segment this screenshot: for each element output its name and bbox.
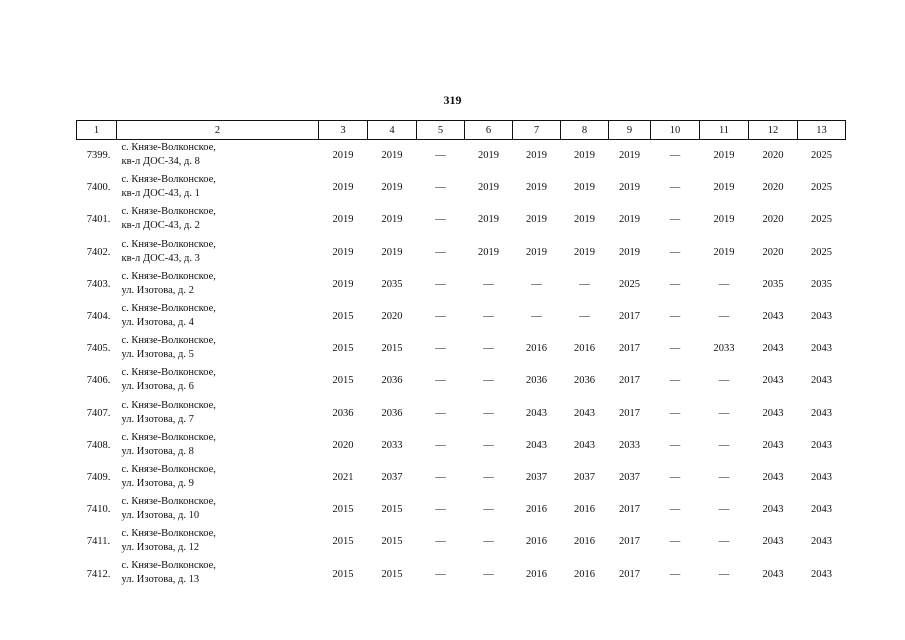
- year-cell-col9: 2017: [619, 536, 640, 548]
- year-cell-col5: —: [435, 246, 446, 258]
- year-cell-col8: —: [579, 278, 590, 290]
- address-street: кв-л ДОС-43, д. 3: [121, 252, 200, 264]
- year-cell-col9: 2019: [619, 150, 640, 162]
- year-cell-col13: 2043: [811, 536, 832, 548]
- address-cell: [117, 526, 319, 558]
- year-cell-col3: 2021: [332, 471, 354, 483]
- row-number: 7410.: [86, 504, 111, 516]
- address-cell: [117, 301, 319, 333]
- year-cell-col6: —: [483, 568, 494, 580]
- year-cell-col6: 2019: [478, 182, 499, 194]
- year-cell-col13: 2043: [811, 471, 832, 483]
- year-cell-col7: 2019: [526, 150, 547, 162]
- header-cell: 12: [749, 121, 798, 140]
- year-cell-col4: 2019: [381, 246, 403, 258]
- year-cell-col4: 2019: [381, 182, 403, 194]
- year-cell-col11: —: [718, 407, 730, 419]
- year-cell-col10: —: [669, 278, 681, 290]
- year-cell-col3: 2036: [332, 407, 354, 419]
- year-cell-col12: 2043: [762, 568, 784, 580]
- row-number: 7401.: [86, 214, 111, 226]
- year-cell-col3: 2015: [332, 504, 354, 516]
- year-cell-col13: 2043: [811, 311, 832, 323]
- year-cell-col5: —: [435, 343, 446, 355]
- year-cell-col4: 2019: [381, 214, 403, 226]
- address-settlement: с. Князе-Волконское,: [121, 142, 216, 153]
- row-number: 7409.: [86, 471, 111, 483]
- year-cell-col9: 2019: [619, 246, 640, 258]
- year-cell-col12: 2035: [762, 278, 784, 290]
- address-street: ул. Изотова, д. 12: [121, 542, 200, 554]
- year-cell-col10: —: [669, 536, 681, 548]
- year-cell-col13: 2043: [811, 343, 832, 355]
- year-cell-col12: 2020: [762, 182, 784, 194]
- address-cell: [117, 462, 319, 494]
- year-cell-col8: —: [579, 311, 590, 323]
- year-cell-col4: 2036: [381, 375, 403, 387]
- year-cell-col6: —: [483, 311, 494, 323]
- year-cell-col5: —: [435, 568, 446, 580]
- address-cell: [117, 237, 319, 269]
- row-number: 7400.: [86, 182, 111, 194]
- year-cell-col7: 2043: [526, 407, 547, 419]
- year-cell-col8: 2043: [574, 439, 595, 451]
- year-cell-col7: 2019: [526, 214, 547, 226]
- row-number: 7405.: [86, 343, 111, 355]
- year-cell-col9: 2017: [619, 407, 640, 419]
- header-cell: 6: [465, 121, 513, 140]
- year-cell-col13: 2043: [811, 375, 832, 387]
- year-cell-col12: 2020: [762, 246, 784, 258]
- year-cell-col6: —: [483, 471, 494, 483]
- address-street: ул. Изотова, д. 4: [121, 316, 194, 328]
- year-cell-col9: 2017: [619, 568, 640, 580]
- year-cell-col8: 2043: [574, 407, 595, 419]
- table-row: [77, 172, 846, 204]
- year-cell-col12: 2043: [762, 311, 784, 323]
- year-cell-col4: 2020: [381, 311, 403, 323]
- address-settlement: с. Князе-Волконское,: [121, 367, 216, 379]
- year-cell-col11: —: [718, 471, 730, 483]
- year-cell-col10: —: [669, 182, 681, 194]
- year-cell-col10: —: [669, 246, 681, 258]
- year-cell-col4: 2015: [381, 568, 403, 580]
- address-cell: [117, 365, 319, 397]
- year-cell-col6: —: [483, 536, 494, 548]
- header-cell: 2: [117, 121, 319, 140]
- year-cell-col11: 2019: [713, 214, 735, 226]
- row-number: 7399.: [86, 150, 111, 162]
- year-cell-col13: 2035: [811, 278, 832, 290]
- address-settlement: с. Князе-Волконское,: [121, 302, 216, 314]
- page-number: 319: [443, 93, 462, 107]
- year-cell-col4: 2035: [381, 278, 403, 290]
- year-cell-col9: 2025: [619, 278, 640, 290]
- year-cell-col12: 2043: [762, 471, 784, 483]
- year-cell-col13: 2025: [811, 214, 832, 226]
- year-cell-col8: 2019: [574, 150, 595, 162]
- row-number: 7403.: [86, 278, 111, 290]
- year-cell-col11: —: [718, 504, 730, 516]
- year-cell-col3: 2019: [332, 214, 354, 226]
- year-cell-col3: 2015: [332, 343, 354, 355]
- year-cell-col3: 2019: [332, 182, 354, 194]
- year-cell-col11: 2019: [713, 246, 735, 258]
- address-settlement: с. Князе-Волконское,: [121, 463, 216, 475]
- year-cell-col9: 2017: [619, 311, 640, 323]
- year-cell-col9: 2019: [619, 182, 640, 194]
- table-row: [77, 301, 846, 333]
- address-settlement: с. Князе-Волконское,: [121, 270, 216, 282]
- year-cell-col3: 2019: [332, 150, 354, 162]
- year-cell-col4: 2015: [381, 504, 403, 516]
- year-cell-col3: 2020: [332, 439, 354, 451]
- table-row: [77, 494, 846, 526]
- year-cell-col11: —: [718, 536, 730, 548]
- year-cell-col3: 2019: [332, 246, 354, 258]
- year-cell-col7: —: [531, 311, 542, 323]
- year-cell-col3: 2015: [332, 536, 354, 548]
- address-street: ул. Изотова, д. 8: [121, 445, 194, 457]
- year-cell-col11: —: [718, 278, 730, 290]
- year-cell-col7: —: [531, 278, 542, 290]
- year-cell-col4: 2015: [381, 536, 403, 548]
- header-cell: 9: [609, 121, 651, 140]
- year-cell-col13: 2043: [811, 407, 832, 419]
- year-cell-col8: 2016: [574, 504, 595, 516]
- table-row: [77, 204, 846, 236]
- year-cell-col11: 2033: [713, 343, 735, 355]
- address-cell: [117, 398, 319, 430]
- year-cell-col6: 2019: [478, 246, 499, 258]
- year-cell-col13: 2043: [811, 439, 832, 451]
- year-cell-col6: —: [483, 439, 494, 451]
- address-street: кв-л ДОС-43, д. 1: [121, 188, 200, 200]
- address-street: ул. Изотова, д. 13: [121, 574, 200, 586]
- year-cell-col5: —: [435, 504, 446, 516]
- register-table: [76, 120, 846, 591]
- row-number: 7412.: [86, 568, 111, 580]
- address-cell: [117, 494, 319, 526]
- address-street: ул. Изотова, д. 10: [121, 510, 200, 522]
- table-body: [77, 140, 846, 591]
- table-row: [77, 430, 846, 462]
- year-cell-col10: —: [669, 311, 681, 323]
- year-cell-col9: 2033: [619, 439, 640, 451]
- address-street: ул. Изотова, д. 9: [121, 477, 194, 489]
- address-settlement: с. Князе-Волконское,: [121, 496, 216, 508]
- year-cell-col6: —: [483, 504, 494, 516]
- year-cell-col10: —: [669, 471, 681, 483]
- header-cell: 3: [319, 121, 368, 140]
- address-cell: [117, 204, 319, 236]
- year-cell-col13: 2025: [811, 150, 832, 162]
- address-settlement: с. Князе-Волконское,: [121, 399, 216, 411]
- year-cell-col6: 2019: [478, 214, 499, 226]
- year-cell-col8: 2016: [574, 536, 595, 548]
- year-cell-col11: —: [718, 439, 730, 451]
- row-number: 7411.: [86, 536, 111, 548]
- address-settlement: с. Князе-Волконское,: [121, 528, 216, 540]
- year-cell-col10: —: [669, 439, 681, 451]
- address-settlement: с. Князе-Волконское,: [121, 174, 216, 186]
- year-cell-col8: 2036: [574, 375, 595, 387]
- year-cell-col5: —: [435, 407, 446, 419]
- row-number: 7406.: [86, 375, 111, 387]
- table-row: [77, 140, 846, 173]
- year-cell-col11: 2019: [713, 182, 735, 194]
- year-cell-col5: —: [435, 536, 446, 548]
- year-cell-col9: 2017: [619, 343, 640, 355]
- year-cell-col7: 2016: [526, 504, 547, 516]
- address-settlement: с. Князе-Волконское,: [121, 206, 216, 218]
- header-cell: 5: [417, 121, 465, 140]
- address-settlement: с. Князе-Волконское,: [121, 560, 216, 572]
- year-cell-col5: —: [435, 311, 446, 323]
- year-cell-col5: —: [435, 278, 446, 290]
- year-cell-col12: 2043: [762, 439, 784, 451]
- year-cell-col9: 2019: [619, 214, 640, 226]
- year-cell-col3: 2015: [332, 375, 354, 387]
- year-cell-col7: 2019: [526, 246, 547, 258]
- year-cell-col10: —: [669, 375, 681, 387]
- year-cell-col11: —: [718, 568, 730, 580]
- year-cell-col3: 2015: [332, 311, 354, 323]
- year-cell-col12: 2020: [762, 214, 784, 226]
- year-cell-col10: —: [669, 568, 681, 580]
- year-cell-col5: —: [435, 471, 446, 483]
- row-number: 7404.: [86, 311, 111, 323]
- year-cell-col5: —: [435, 214, 446, 226]
- year-cell-col8: 2019: [574, 182, 595, 194]
- year-cell-col12: 2043: [762, 536, 784, 548]
- header-cell: 11: [700, 121, 749, 140]
- year-cell-col10: —: [669, 407, 681, 419]
- year-cell-col11: —: [718, 311, 730, 323]
- year-cell-col8: 2037: [574, 471, 595, 483]
- year-cell-col10: —: [669, 343, 681, 355]
- year-cell-col13: 2025: [811, 182, 832, 194]
- address-street: ул. Изотова, д. 7: [121, 413, 194, 425]
- year-cell-col7: 2043: [526, 439, 547, 451]
- year-cell-col5: —: [435, 150, 446, 162]
- table-row: [77, 398, 846, 430]
- address-street: ул. Изотова, д. 5: [121, 349, 194, 361]
- year-cell-col4: 2036: [381, 407, 403, 419]
- table-row: [77, 333, 846, 365]
- address-cell: [117, 558, 319, 590]
- year-cell-col9: 2017: [619, 504, 640, 516]
- header-cell: 10: [651, 121, 700, 140]
- year-cell-col12: 2043: [762, 343, 784, 355]
- year-cell-col8: 2016: [574, 568, 595, 580]
- header-cell: 4: [368, 121, 417, 140]
- year-cell-col5: —: [435, 182, 446, 194]
- table-row: [77, 558, 846, 590]
- address-street: ул. Изотова, д. 6: [121, 381, 194, 393]
- year-cell-col4: 2037: [381, 471, 403, 483]
- header-cell: 13: [798, 121, 846, 140]
- year-cell-col8: 2016: [574, 343, 595, 355]
- year-cell-col6: 2019: [478, 150, 499, 162]
- header-cell: 1: [77, 121, 117, 140]
- year-cell-col9: 2037: [619, 471, 640, 483]
- year-cell-col7: 2016: [526, 536, 547, 548]
- year-cell-col11: 2019: [713, 150, 735, 162]
- table-row: [77, 526, 846, 558]
- year-cell-col9: 2017: [619, 375, 640, 387]
- year-cell-col7: 2016: [526, 568, 547, 580]
- address-cell: [117, 172, 319, 204]
- row-number: 7407.: [86, 407, 111, 419]
- year-cell-col4: 2015: [381, 343, 403, 355]
- year-cell-col12: 2020: [762, 150, 784, 162]
- address-street: кв-л ДОС-43, д. 2: [121, 220, 200, 232]
- year-cell-col7: 2016: [526, 343, 547, 355]
- row-number: 7408.: [86, 439, 111, 451]
- header-cell: 7: [513, 121, 561, 140]
- year-cell-col10: —: [669, 504, 681, 516]
- year-cell-col7: 2019: [526, 182, 547, 194]
- year-cell-col12: 2043: [762, 407, 784, 419]
- year-cell-col4: 2033: [381, 439, 403, 451]
- address-cell: [117, 333, 319, 365]
- year-cell-col6: —: [483, 343, 494, 355]
- address-cell: [117, 430, 319, 462]
- year-cell-col11: —: [718, 375, 730, 387]
- year-cell-col12: 2043: [762, 375, 784, 387]
- year-cell-col6: —: [483, 278, 494, 290]
- table-row: [77, 237, 846, 269]
- address-settlement: с. Князе-Волконское,: [121, 238, 216, 250]
- table-row: [77, 365, 846, 397]
- year-cell-col3: 2019: [332, 278, 354, 290]
- address-street: кв-л ДОС-34, д. 8: [121, 156, 200, 167]
- year-cell-col10: —: [669, 150, 681, 162]
- table-row: [77, 269, 846, 301]
- address-settlement: с. Князе-Волконское,: [121, 431, 216, 443]
- year-cell-col12: 2043: [762, 504, 784, 516]
- year-cell-col6: —: [483, 375, 494, 387]
- year-cell-col5: —: [435, 439, 446, 451]
- table-header-row: [77, 121, 846, 140]
- year-cell-col4: 2019: [381, 150, 403, 162]
- year-cell-col10: —: [669, 214, 681, 226]
- table-row: [77, 462, 846, 494]
- year-cell-col13: 2043: [811, 504, 832, 516]
- address-street: ул. Изотова, д. 2: [121, 284, 194, 296]
- year-cell-col7: 2037: [526, 471, 547, 483]
- header-cell: 8: [561, 121, 609, 140]
- year-cell-col7: 2036: [526, 375, 547, 387]
- address-cell: [117, 140, 319, 173]
- year-cell-col6: —: [483, 407, 494, 419]
- year-cell-col13: 2043: [811, 568, 832, 580]
- row-number: 7402.: [86, 246, 111, 258]
- year-cell-col8: 2019: [574, 214, 595, 226]
- address-settlement: с. Князе-Волконское,: [121, 335, 216, 347]
- address-cell: [117, 269, 319, 301]
- year-cell-col5: —: [435, 375, 446, 387]
- year-cell-col13: 2025: [811, 246, 832, 258]
- year-cell-col8: 2019: [574, 246, 595, 258]
- year-cell-col3: 2015: [332, 568, 354, 580]
